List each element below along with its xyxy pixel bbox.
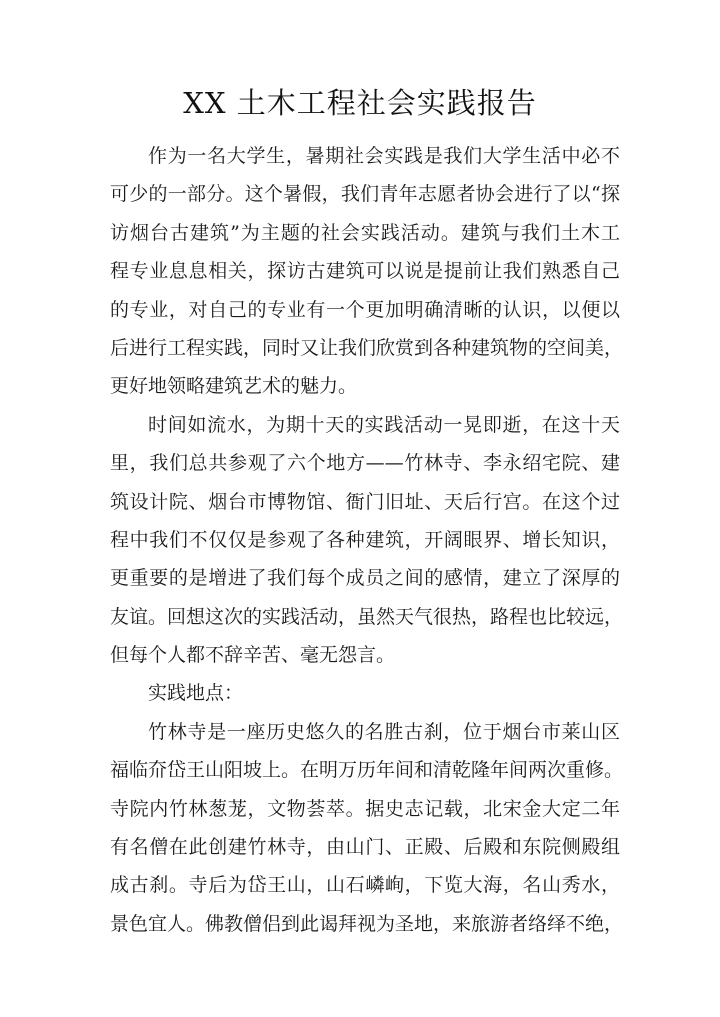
text-line: 的专业，对自己的专业有一个更加明确清晰的认识，以便以 (110, 298, 620, 321)
section-heading-locations (110, 674, 620, 712)
text-line: 程专业息息相关，探访古建筑可以说是提前让我们熟悉自己 (110, 260, 620, 283)
text-line: 时间如流水，为期十天的实践活动一晃即逝，在这十天 (148, 413, 620, 436)
text-line: 竹林寺是一座历史悠久的名胜古刹，位于烟台市莱山区 (148, 720, 620, 743)
document-title: XX 土木工程社会实践报告 (183, 86, 537, 120)
text-line: 访烟台古建筑”为主题的社会实践活动。建筑与我们土木工 (110, 221, 620, 244)
text-line: 寺院内竹林葱茏，文物荟萃。据史志记载，北宋金大定二年 (110, 797, 620, 820)
text-line: 后进行工程实践，同时又让我们欣赏到各种建筑物的空间美， (110, 336, 624, 359)
text-line: 筑设计院、烟台市博物馆、衙门旧址、天后行宫。在这个过 (110, 490, 620, 513)
text-line: 程中我们不仅仅是参观了各种建筑，开阔眼界、增长知识， (110, 528, 620, 551)
text-line: 可少的一部分。这个暑假，我们青年志愿者协会进行了以“探 (110, 183, 620, 206)
text-line: 更好地领略建筑艺术的魅力。 (110, 375, 358, 398)
paragraph-intro (110, 137, 624, 406)
text-line: 作为一名大学生，暑期社会实践是我们大学生活中必不 (148, 145, 620, 167)
text-line: 里，我们总共参观了六个地方——竹林寺、李永绍宅院、建 (110, 452, 620, 475)
text-line: 更重要的是增进了我们每个成员之间的感情，建立了深厚的 (110, 567, 620, 590)
text-line: 成古刹。寺后为岱王山，山石嶙峋，下览大海，名山秀水， (110, 874, 620, 897)
text-line: 有名僧在此创建竹林寺，由山门、正殿、后殿和东院侧殿组 (110, 836, 620, 859)
text-line: 福临夼岱王山阳坡上。在明万历年间和清乾隆年间两次重修。 (110, 759, 624, 782)
document-body (110, 137, 624, 943)
paragraph-activities (110, 406, 624, 675)
text-line: 实践地点： (148, 682, 244, 705)
text-line: 景色宜人。佛教僧侣到此谒拜视为圣地，来旅游者络绎不绝， (110, 912, 624, 935)
text-line: 友谊。回想这次的实践活动，虽然天气很热，路程也比较远， (110, 605, 624, 628)
paragraph-zhulin-temple (110, 713, 624, 943)
text-line: 但每个人都不辞辛苦、毫无怨言。 (110, 644, 396, 667)
